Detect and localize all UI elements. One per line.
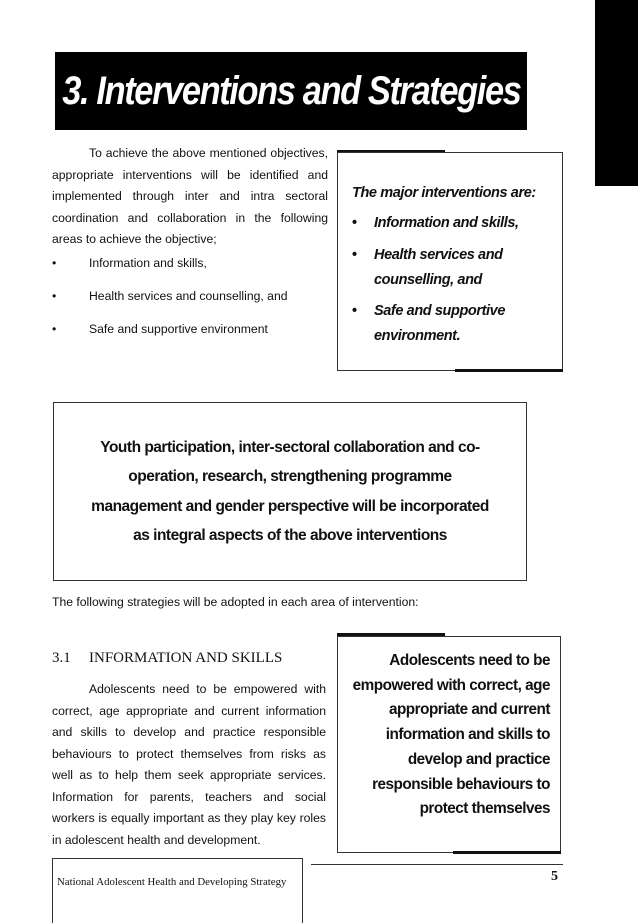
section-heading — [52, 650, 282, 667]
footer-rule — [311, 864, 563, 865]
list-item-label: Safe and supportive environment. — [374, 303, 505, 344]
intro-bullet-list — [52, 256, 328, 355]
section-title-band — [55, 52, 527, 130]
list-item — [352, 211, 552, 236]
callout-box — [337, 636, 561, 853]
major-interventions-heading: The major interventions are: — [352, 185, 536, 201]
intro-paragraph: To achieve the above mentioned objectives, appropriate interventions will be identified and implemented through inter and intra sectoral coordination and collaboration in the following areas to achieve the objective; — [52, 146, 328, 246]
youth-participation-box — [53, 402, 527, 581]
strategies-intro: The following strategies will be adopted in each area of intervention: — [52, 595, 419, 609]
footer-doc-title: National Adolescent Health and Developing Strategy — [57, 876, 287, 888]
youth-participation-text: Youth participation, inter-sectoral collaboration and co-operation, research, strengthening programme management and gender perspective will be incorporated as integral aspects of the above interventions — [91, 438, 489, 544]
list-item — [52, 289, 328, 322]
list-item — [352, 243, 552, 293]
bullet-icon: • — [52, 322, 57, 336]
list-item-label: Information and skills, — [89, 256, 207, 270]
box-bottom-rule — [453, 851, 561, 854]
bullet-icon: • — [352, 215, 357, 231]
list-item-label: Safe and supportive environment — [89, 322, 268, 336]
page-number: 5 — [551, 869, 558, 884]
side-tab-marker — [595, 0, 638, 186]
bullet-icon: • — [52, 289, 57, 303]
footer-title-box — [52, 858, 303, 923]
major-interventions-box — [337, 152, 563, 371]
list-item-label: Health services and counselling, and — [374, 247, 503, 288]
section-number: 3.1 — [52, 650, 71, 666]
page-title: 3. Interventions and Strategies — [61, 68, 521, 113]
section-body — [52, 679, 326, 851]
box-bottom-rule — [455, 369, 563, 372]
callout-text: Adolescents need to be empowered with correct, age appropriate and current information and skills to develop and practice responsible behaviours to protect themselves — [352, 652, 550, 818]
list-item-label: Information and skills, — [374, 215, 519, 231]
section-title: INFORMATION AND SKILLS — [89, 650, 283, 666]
list-item — [52, 322, 328, 355]
bullet-icon: • — [52, 256, 57, 270]
list-item — [352, 299, 552, 349]
bullet-icon: • — [352, 303, 357, 319]
list-item-label: Health services and counselling, and — [89, 289, 288, 303]
section-paragraph: Adolescents need to be empowered with correct, age appropriate and current information and skills to develop and practice responsible behaviours to protect themselves from risks as well as to help them seek appropriate services. Information for parents, teachers and social workers is equally important as they play key roles in adolescent health and development. — [52, 682, 326, 847]
bullet-icon: • — [352, 247, 357, 263]
intro-text — [52, 143, 328, 251]
list-item — [52, 256, 328, 289]
